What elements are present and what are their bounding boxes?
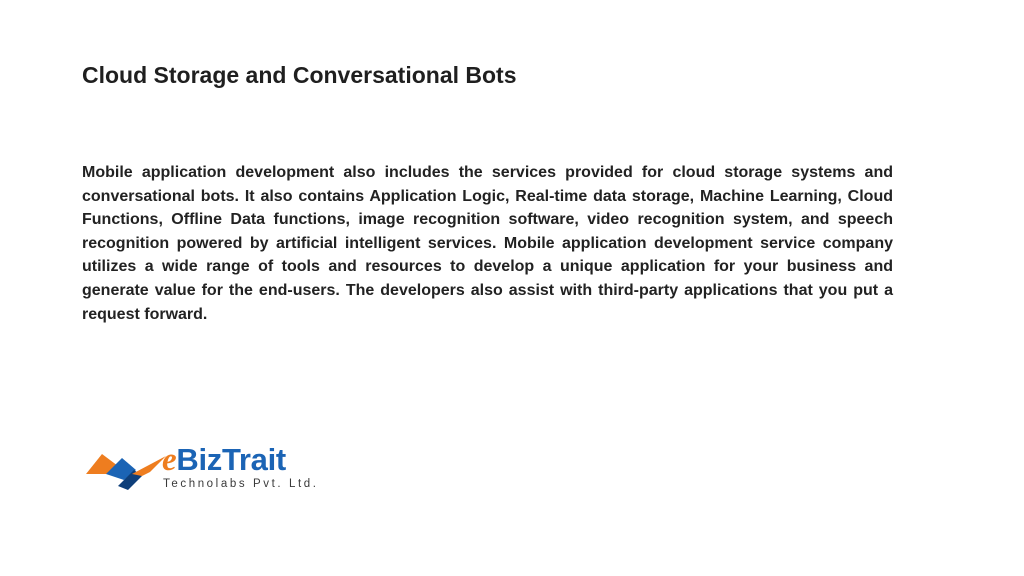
company-logo — [84, 441, 324, 497]
logo-mark-icon — [84, 444, 166, 492]
slide-title: Cloud Storage and Conversational Bots — [82, 62, 517, 88]
logo-wordmark — [162, 441, 286, 479]
slide-body-paragraph: Mobile application development also includes the services provided for cloud storage systems and conversational bots. It also contains Application Logic, Real-time data storage, Machine Learning, Cloud Functions, Offline Data functions, image recognition software, video recognition system, and speech recognition powered by artificial intelligent services. Mobile application development service company utilizes a wide range of tools and resources to develop a unique application for your business and generate value for the end-users. The developers also assist with third-party applications that you put a request forward. — [82, 164, 893, 323]
logo-wordmark-prefix: e — [162, 442, 177, 478]
logo-tagline: Technolabs Pvt. Ltd. — [163, 478, 319, 490]
logo-wordmark-name: BizTrait — [176, 442, 286, 477]
